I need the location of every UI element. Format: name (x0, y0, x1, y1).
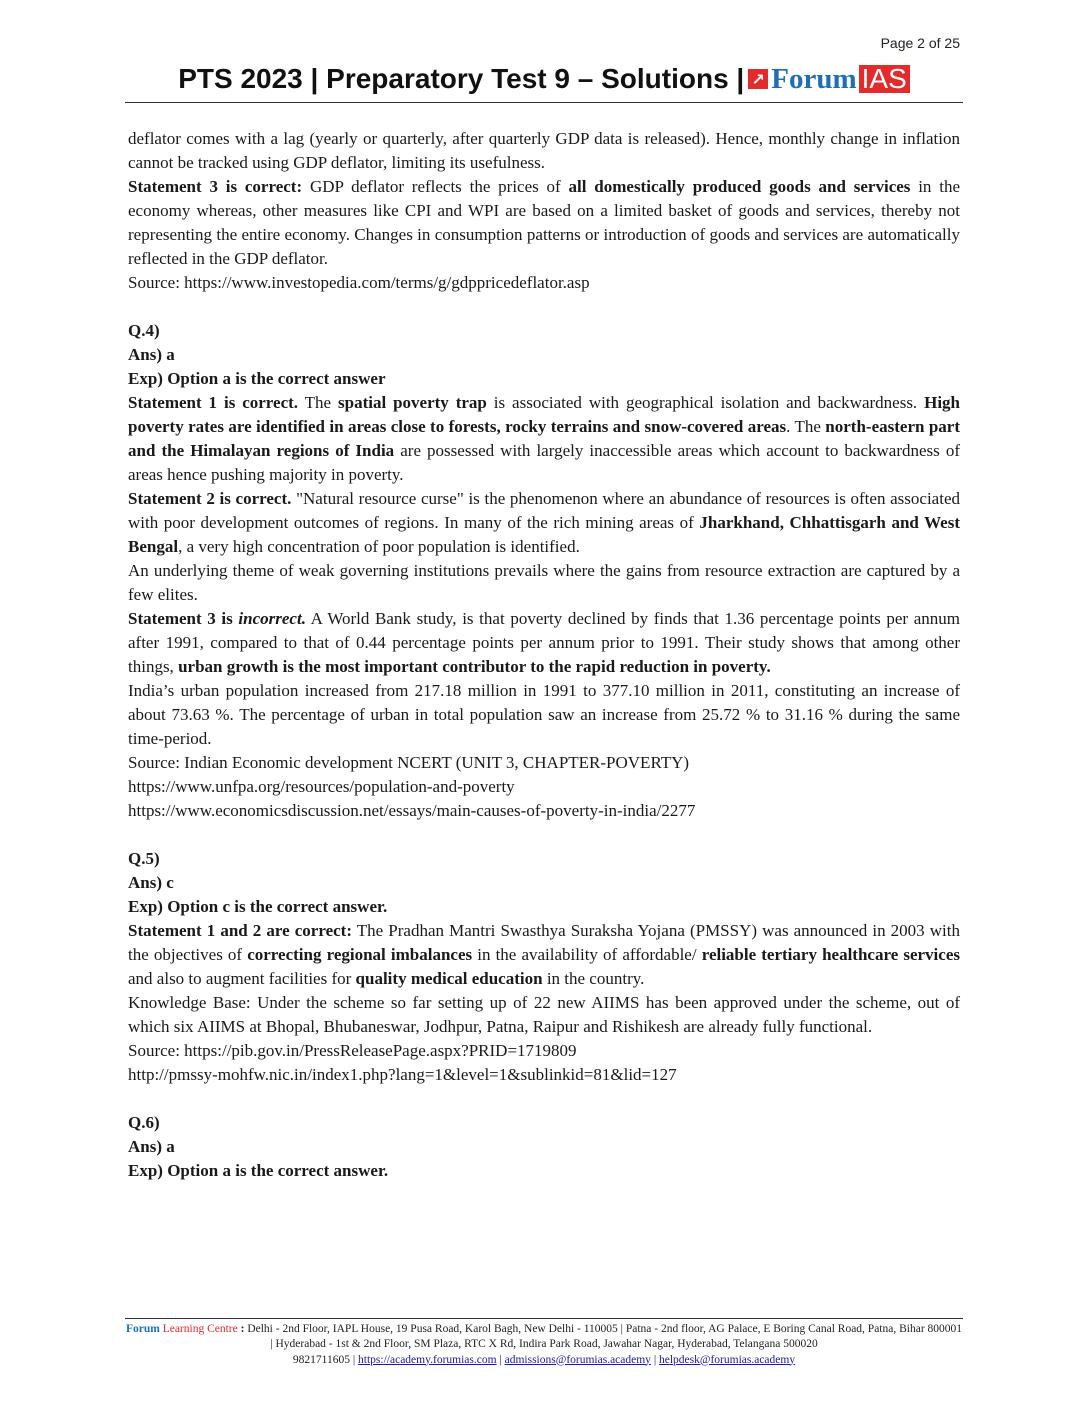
text-run: in the economy whereas, other measures like CPI and WPI are based on a limited basket of goods and services, thereby not representing the entire economy. Changes in consumption patterns or introduction of goods and services are automatically reflected in the GDP deflator. (128, 177, 960, 268)
spacer (0, 1183, 1088, 1318)
text-run: https://www.economicsdiscussion.net/essays/main-causes-of-poverty-in-india/2277 (128, 801, 696, 820)
text-run: is associated with geographical isolation and backwardness. (486, 393, 925, 412)
paragraph (128, 127, 960, 175)
paragraph (128, 799, 960, 823)
logo-ias: IAS (859, 65, 910, 93)
text-run: "Natural resource curse" is the phenomenon where an abundance of resources is often associated with poor development outcomes of regions. In many of the rich mining areas of (128, 489, 960, 532)
text-run: correcting regional imbalances (247, 945, 473, 964)
blank-line (128, 295, 960, 319)
text-run: quality medical education (355, 969, 543, 988)
text-run: spatial poverty trap (338, 393, 487, 412)
text-run: Statement 1 and 2 are correct: (128, 921, 353, 940)
text-run: A World Bank study, is that poverty declined by finds that 1.36 percentage points per annum after 1991, compared to that of 0.44 percentage points per annum prior to 1991. Their study shows that among other things, (128, 609, 961, 676)
footer-forum: Forum (125, 1322, 160, 1335)
paragraph (128, 319, 960, 343)
document-title: PTS 2023 | Preparatory Test 9 – Solutions | (178, 63, 745, 94)
text-run: Q.4) (128, 321, 160, 340)
paragraph (128, 1039, 960, 1063)
text-run: and also to augment facilities for (128, 969, 356, 988)
text-run: incorrect. (238, 609, 306, 628)
page-number: Page 2 of 25 (880, 35, 960, 51)
paragraph (128, 271, 960, 295)
text-run: deflator comes with a lag (yearly or quarterly, after quarterly GDP data is released). Hence, monthly change in inflation cannot be tracked using GDP deflator, limiting its usefulness. (128, 129, 960, 172)
paragraph (128, 1063, 960, 1087)
text-run: Knowledge Base: Under the scheme so far setting up of 22 new AIIMS has been approved under the scheme, out of which six AIIMS at Bhopal, Bhubaneswar, Jodhpur, Patna, Raipur and Rishikesh are already fully functional. (128, 993, 960, 1036)
paragraph (128, 175, 960, 271)
paragraph (128, 775, 960, 799)
text-run: Jharkhand, Chhattisgarh and West Bengal (128, 513, 960, 556)
text-run: Ans) a (128, 345, 175, 364)
footer-helpdesk-link[interactable]: helpdesk@forumias.academy (659, 1353, 796, 1366)
text-run: Source: https://www.investopedia.com/terms/g/gdppricedeflator.asp (128, 273, 590, 292)
footer: Forum Learning Centre : Delhi - 2nd Floor, IAPL House, 19 Pusa Road, Karol Bagh, New Delhi - 110005 | Patna - 2nd floor, AG Palace, E Boring Canal Road, Patna, Bihar 800001 | Hyderabad - 1st & 2nd Floor, SM Plaza, RTC X Rd, Indira Park Road, Jawahar Nagar, Hyderabad, Telangana 500020 9821711605 | https://academy.forumias.com | admissions@forumias.academy | helpdesk@forumias.academy (125, 1322, 963, 1366)
paragraph (128, 919, 960, 991)
arrow-icon: ↗ (748, 69, 768, 89)
footer-admissions-link[interactable]: admissions@forumias.academy (504, 1353, 651, 1366)
text-run: Q.6) (128, 1113, 160, 1132)
paragraph (128, 895, 960, 919)
text-run: Statement 1 is correct. (128, 393, 299, 412)
text-run: The Pradhan Mantri Swasthya Suraksha Yojana (PMSSY) was announced in 2003 with the objectives of (128, 921, 960, 964)
paragraph (128, 559, 960, 607)
logo-forum: Forum (771, 62, 857, 95)
text-run: Exp) Option c is the correct answer. (128, 897, 388, 916)
text-run: Statement 3 is correct: (128, 177, 303, 196)
text-run: in the country. (542, 969, 645, 988)
paragraph (128, 391, 960, 487)
text-run: Source: https://pib.gov.in/PressReleasePage.aspx?PRID=1719809 (128, 1041, 577, 1060)
paragraph (128, 1159, 960, 1183)
text-run: Exp) Option a is the correct answer. (128, 1161, 389, 1180)
text-run: Ans) c (128, 873, 174, 892)
document-body (128, 127, 960, 1183)
text-run: India’s urban population increased from 217.18 million in 1991 to 377.10 million in 2011, constituting an increase of about 73.63 %. The percentage of urban in total population saw an increase from 25.72 % to 31.16 % during the same time-period. (128, 681, 960, 748)
paragraph (128, 367, 960, 391)
paragraph (128, 751, 960, 775)
footer-website-link[interactable]: https://academy.forumias.com (358, 1353, 497, 1366)
text-run: north-eastern part and the Himalayan regions of India (128, 417, 960, 460)
forumias-logo (748, 62, 910, 95)
footer-phone: 9821711605 (292, 1353, 350, 1366)
text-run: http://pmssy-mohfw.nic.in/index1.php?lang=1&level=1&sublinkid=81&lid=127 (128, 1065, 677, 1084)
text-run: The (298, 393, 339, 412)
paragraph (128, 1135, 960, 1159)
text-run: Statement 3 is (128, 609, 239, 628)
text-run: are possessed with largely inaccessible areas which account to backwardness of areas hence pushing majority in poverty. (128, 441, 960, 484)
footer-centre: Learning Centre (159, 1322, 238, 1335)
text-run: all domestically produced goods and services (568, 177, 911, 196)
paragraph (128, 991, 960, 1039)
text-run: High poverty rates are identified in areas close to forests, rocky terrains and snow-covered areas (128, 393, 960, 436)
text-run: . The (786, 417, 826, 436)
blank-line (128, 1087, 960, 1111)
paragraph (128, 679, 960, 751)
text-run: Statement 2 is correct. (128, 489, 292, 508)
text-run: urban growth is the most important contributor to the rapid reduction in poverty. (178, 657, 771, 676)
text-run: GDP deflator reflects the prices of (302, 177, 569, 196)
blank-line (128, 823, 960, 847)
footer-colon: : (237, 1322, 248, 1335)
paragraph (128, 487, 960, 559)
paragraph (128, 607, 960, 679)
paragraph (128, 871, 960, 895)
header-rule (125, 102, 963, 103)
paragraph (128, 343, 960, 367)
text-run: , a very high concentration of poor population is identified. (178, 537, 580, 556)
text-run: Ans) a (128, 1137, 175, 1156)
footer-address: Delhi - 2nd Floor, IAPL House, 19 Pusa Road, Karol Bagh, New Delhi - 110005 | Patna - 2nd floor, AG Palace, E Boring Canal Road, Patna, Bihar 800001 | Hyderabad - 1st & 2nd Floor, SM Plaza, RTC X Rd, Indira Park Road, Jawahar Nagar, Hyderabad, Telangana 500020 (247, 1322, 963, 1350)
paragraph (128, 847, 960, 871)
text-run: Q.5) (128, 849, 160, 868)
text-run: An underlying theme of weak governing institutions prevails where the gains from resource extraction are captured by a few elites. (128, 561, 960, 604)
text-run: in the availability of affordable/ (472, 945, 702, 964)
text-run: https://www.unfpa.org/resources/population-and-poverty (128, 777, 515, 796)
page-header (125, 62, 963, 96)
text-run: Source: Indian Economic development NCERT (UNIT 3, CHAPTER-POVERTY) (128, 753, 690, 772)
paragraph (128, 1111, 960, 1135)
text-run: reliable tertiary healthcare services (701, 945, 960, 964)
footer-wrapper (125, 1318, 963, 1369)
text-run: Exp) Option a is the correct answer (128, 369, 386, 388)
